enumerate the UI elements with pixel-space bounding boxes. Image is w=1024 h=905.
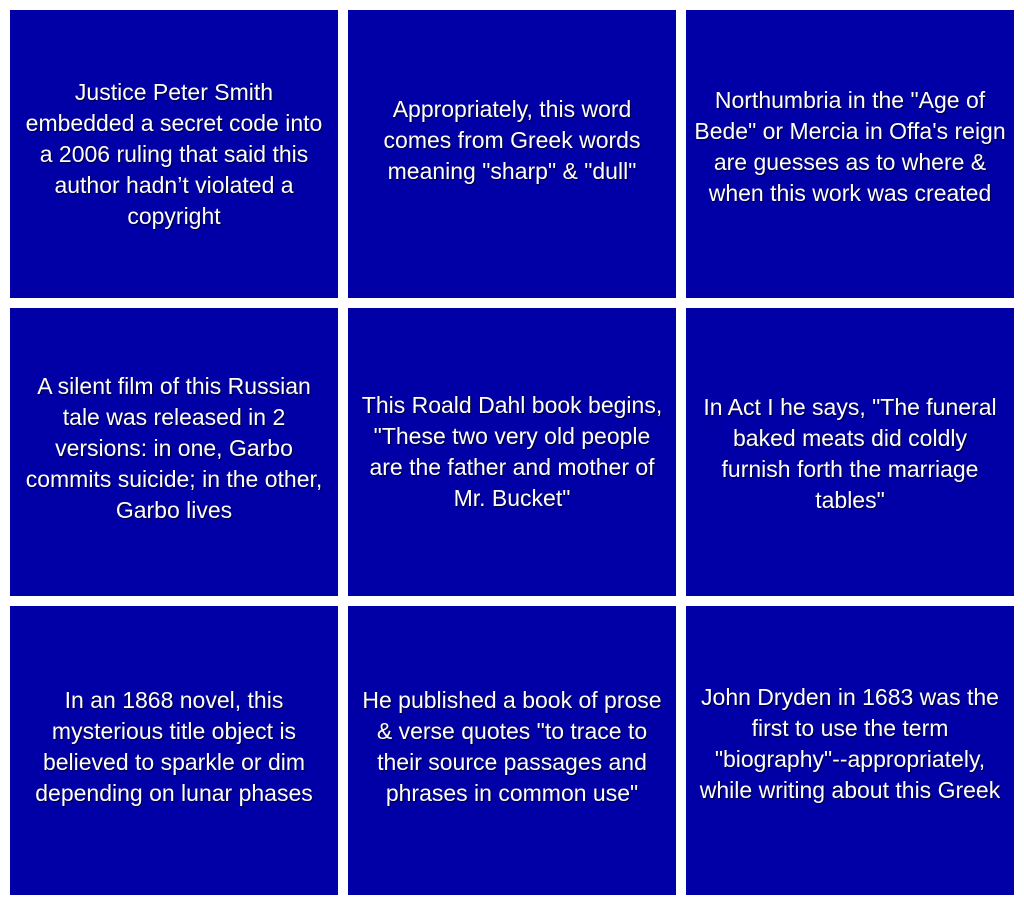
- clue-text: In Act I he says, "The funeral baked meats did coldly furnish forth the marriage tables": [703, 394, 997, 513]
- clue-text: John Dryden in 1683 was the first to use the term "biography"--appropriately, while writing about this Greek: [699, 683, 1001, 803]
- clue-text: He published a book of prose & verse quotes "to trace to their source passages and phrases in common use": [362, 686, 662, 806]
- clue-text: This Roald Dahl book begins, "These two very old people are the father and mother of Mr. Bucket": [361, 392, 663, 511]
- clue-text: Appropriately, this word comes from Greek words meaning "sharp" & "dull": [383, 95, 641, 184]
- clue-text: In an 1868 novel, this mysterious title object is believed to sparkle or dim depending on lunar phases: [35, 686, 313, 806]
- clue-card-6[interactable]: [686, 308, 1014, 596]
- clue-card-2[interactable]: [348, 10, 676, 298]
- clue-text: A silent film of this Russian tale was released in 2 versions: in one, Garbo commits suicide; in the other, Garbo lives: [25, 372, 323, 523]
- clue-text: Justice Peter Smith embedded a secret code into a 2006 ruling that said this author hadn’t violated a copyright: [25, 78, 323, 229]
- clue-card-7[interactable]: [10, 606, 338, 895]
- clue-text: Northumbria in the "Age of Bede" or Mercia in Offa's reign are guesses as to where & when this work was created: [694, 87, 1006, 206]
- clue-card-9[interactable]: [686, 606, 1014, 895]
- clue-card-4[interactable]: [10, 308, 338, 596]
- clue-card-3[interactable]: [686, 10, 1014, 298]
- clue-card-5[interactable]: [348, 308, 676, 596]
- clue-card-1[interactable]: [10, 10, 338, 298]
- clue-card-8[interactable]: [348, 606, 676, 895]
